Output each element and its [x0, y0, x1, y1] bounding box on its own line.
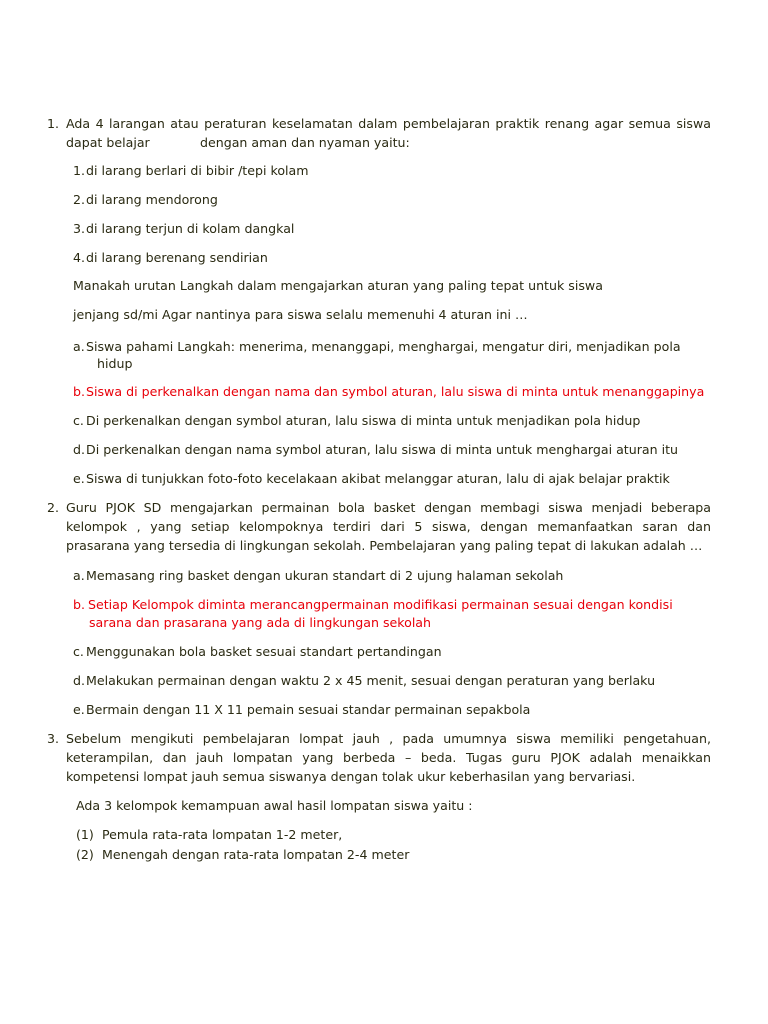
q3-stem-line: keterampilan, dan jauh lompatan yang berbeda – beda. Tugas guru PJOK adalah menaikkan: [66, 750, 711, 765]
option-text: Melakukan permainan dengan waktu 2 x 45 menit, sesuai dengan peraturan yang berlaku: [86, 673, 656, 688]
q2-stem-line: Guru PJOK SD mengajarkan permainan bola basket dengan membagi siswa menjadi beberapa: [66, 500, 711, 515]
option-letter: c.: [73, 413, 84, 428]
q2-stem-line: kelompok , yang setiap kelompoknya terdiri dari 5 siswa, dengan memanfaatkan saran dan: [66, 519, 711, 534]
option-text: Siswa di tunjukkan foto-foto kecelakaan akibat melanggar aturan, lalu di ajak belajar praktik: [86, 471, 670, 486]
q2-stem-line: prasarana yang tersedia di lingkungan sekolah. Pembelajaran yang paling tepat di lakukan adalah …: [66, 538, 703, 553]
rule-text: di larang terjun di kolam dangkal: [86, 221, 295, 236]
option-letter: d.: [73, 442, 85, 457]
option-letter: a.: [73, 568, 85, 583]
rule-number: 1.: [73, 163, 86, 178]
option-text: Memasang ring basket dengan ukuran standart di 2 ujung halaman sekolah: [86, 568, 564, 583]
option-letter-correct: b.: [73, 384, 85, 399]
option-text: Di perkenalkan dengan symbol aturan, lalu siswa di minta untuk menjadikan pola hidup: [86, 413, 641, 428]
option-letter: d.: [73, 673, 85, 688]
q3-stem-line: Sebelum mengikuti pembelajaran lompat jauh , pada umumnya siswa memiliki pengetahuan,: [66, 731, 711, 746]
rule-text: di larang berenang sendirian: [86, 250, 268, 265]
option-text-correct: Siswa di perkenalkan dengan nama dan symbol aturan, lalu siswa di minta untuk menanggapinya: [86, 384, 705, 399]
option-letter: e.: [73, 471, 85, 486]
q2-number: 2.: [47, 500, 60, 515]
rule-text: di larang berlari di bibir /tepi kolam: [86, 163, 309, 178]
option-text-cont: hidup: [97, 356, 133, 371]
rule-number: 4.: [73, 250, 86, 265]
q3-stem-line: kompetensi lompat jauh semua siswanya dengan tolak ukur keberhasilan yang bervariasi.: [66, 769, 636, 784]
q1-number: 1.: [47, 116, 60, 131]
rule-text: di larang mendorong: [86, 192, 218, 207]
group-text: Menengah dengan rata-rata lompatan 2-4 meter: [102, 847, 410, 862]
q3-number: 3.: [47, 731, 60, 746]
rule-number: 2.: [73, 192, 86, 207]
option-text: Menggunakan bola basket sesuai standart pertandingan: [86, 644, 442, 659]
option-text: Siswa pahami Langkah: menerima, menanggapi, menghargai, mengatur diri, menjadikan pola: [86, 339, 681, 354]
q1-question-line: Manakah urutan Langkah dalam mengajarkan aturan yang paling tepat untuk siswa: [73, 278, 603, 293]
option-text-correct-cont: sarana dan prasarana yang ada di lingkungan sekolah: [89, 615, 432, 630]
option-letter-correct: b.: [73, 597, 85, 612]
option-letter: a.: [73, 339, 85, 354]
q1-stem-line: dapat belajar: [66, 135, 150, 150]
q1-stem-line: Ada 4 larangan atau peraturan keselamatan dalam pembelajaran praktik renang agar semua siswa: [66, 116, 711, 131]
group-text: Pemula rata-rata lompatan 1-2 meter,: [102, 827, 343, 842]
group-number: (1): [76, 827, 94, 842]
option-text: Bermain dengan 11 X 11 pemain sesuai standar permainan sepakbola: [86, 702, 531, 717]
option-letter: e.: [73, 702, 85, 717]
option-letter: c.: [73, 644, 84, 659]
option-text-correct: Setiap Kelompok diminta merancangpermainan modifikasi permainan sesuai dengan kondisi: [88, 597, 673, 612]
q3-intro: Ada 3 kelompok kemampuan awal hasil lompatan siswa yaitu :: [76, 798, 473, 813]
q1-stem-line: dengan aman dan nyaman yaitu:: [200, 135, 410, 150]
group-number: (2): [76, 847, 94, 862]
q1-question-line: jenjang sd/mi Agar nantinya para siswa selalu memenuhi 4 aturan ini …: [73, 307, 528, 322]
option-text: Di perkenalkan dengan nama symbol aturan, lalu siswa di minta untuk menghargai aturan itu: [86, 442, 679, 457]
rule-number: 3.: [73, 221, 86, 236]
